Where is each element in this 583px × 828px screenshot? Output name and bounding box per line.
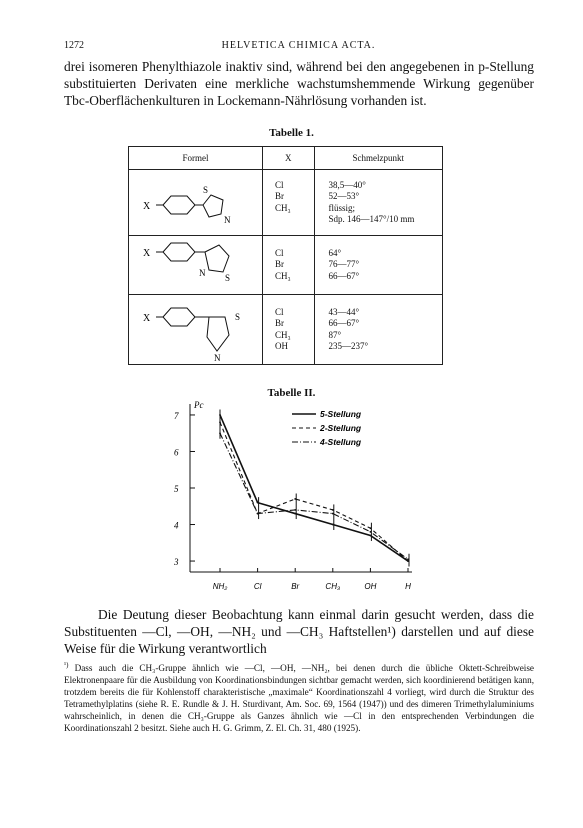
struct-n-label: N [199,268,206,278]
page-number: 1272 [64,40,84,51]
struct-s-label: S [225,273,231,283]
journal-title: HELVETICA CHIMICA ACTA. [221,40,376,51]
struct-x-label: X [143,313,151,324]
table-1 [128,146,443,365]
table-row [129,295,443,365]
melting-value: 38,5—40° [328,179,366,190]
intro-text: drei isomeren Phenylthiazole inaktiv sind, während bei den angegebenen in p-Stellung substituierten Derivaten eine merkliche wachstumshemmende Wirkung gegenüber Tbc-Oberflächenkulturen in Lockemann-Nährlösung vorhanden ist. [64,59,534,108]
y-tick-label: 7 [174,410,179,421]
x-cell [263,236,315,295]
struct-s-label: S [235,312,241,322]
y-tick-label: 5 [174,484,179,494]
table-row [129,236,443,295]
x-tick-label: CH₃ [325,582,341,591]
schmelzpunkt-cell [314,295,442,365]
melting-value: flüssig; [328,202,356,213]
schmelzpunkt-cell [314,170,442,236]
x-value: Cl [275,306,284,317]
structure-2-cell [129,236,263,295]
x-tick-label: NH₂ [212,582,228,591]
y-tick-label: 4 [174,520,179,531]
footnote [64,659,534,734]
struct-x-label: X [143,248,151,259]
melting-value: 66—67° [328,270,360,281]
x-value: Br [275,318,284,328]
struct-n-label: N [214,353,221,363]
melting-value: Sdp. 146—147°/10 mm [328,214,415,224]
x-tick-label: Cl [253,582,262,591]
schmelzpunkt-cell [314,236,442,295]
footnote-mark: ¹) [64,661,69,669]
legend-label: 4-Stellung [320,437,362,447]
page-header [64,40,533,54]
melting-value: 87° [328,329,342,340]
x-tick-label: Br [291,582,300,591]
header-formel: Formel [129,147,263,170]
legend-label: 2-Stellung [320,423,362,433]
structure-4-cell [129,295,263,365]
x-tick-label: OH [364,582,377,591]
table-row [129,170,443,236]
x-value [275,214,314,226]
x-cell [263,170,315,236]
x-value: Cl [275,247,284,258]
structure-5-cell [129,170,263,236]
structure-4-thiazole [129,295,262,364]
x-value: Cl [275,179,284,190]
structure-5-thiazole [129,170,262,235]
table-header-row [129,147,443,170]
x-cell [263,295,315,365]
x-value: Br [275,191,284,201]
melting-value: 235—237° [328,341,369,351]
x-value: Br [275,259,284,270]
melting-value: 43—44° [328,306,360,317]
header-schmelzpunkt: Schmelzpunkt [314,147,442,170]
x-value: OH [275,341,288,351]
header-x: X [263,147,315,170]
melting-value: 52—53° [328,191,360,201]
x-tick-label: H [405,582,411,591]
melting-value: 64° [328,247,342,258]
y-axis-label: Pc [194,400,204,410]
legend-label: 5-Stellung [320,409,362,419]
series-line-2 [220,422,408,561]
footnote-text: Dass auch die CH₃-Gruppe ähnlich wie —Cl, —OH, —NH₂, bei denen durch die übliche Oktett-Schreibweise Elektronenpaare für die Ausbildung von Koordinationsbindungen sichtbar gemacht werden, sich koordinierend betätigen kann, trotzdem bereits die für Kohlenstoff charakteristische „maximale“ Koordinationszahl 4 vorliegt, wird durch die Struktur des Tetramethylplatins (siehe R. E. Rundle & J. H. Sturdivant, Am. Soc. 69, 1564 (1947)) und des dimeren Trimethylaluminiums wahrscheinlich, in denen die CH₃-Gruppe als Ganzes ähnlich wie —Cl in den entsprechenden Verbindungen die Koordinationszahl 2 besitzt. Siehe auch H. G. Grimm, Z. El. Ch. 31, 480 (1925). [64,663,534,734]
x-value: CH₃ [275,202,291,213]
struct-s-label: S [203,185,209,195]
y-tick-label: 6 [174,447,179,458]
body-paragraph [64,606,534,657]
table2-title: Tabelle II. [267,387,316,399]
intro-paragraph [64,58,534,109]
x-value: CH₃ [275,270,291,281]
body-text: Die Deutung dieser Beobachtung kann einmal darin gesucht werden, dass die Substituenten —Cl, —OH, —NH₂ und —CH₃ Haftstellen¹) darstellen und auf diese Weise für die Wirkung verantwortlich [64,607,534,656]
struct-x-label: X [143,201,151,212]
x-value: CH₃ [275,329,291,340]
series-line-3 [220,433,408,559]
structure-2-thiazole [129,236,262,294]
table1-title: Tabelle 1. [269,127,314,139]
melting-value: 76—77° [328,259,360,270]
melting-value: 66—67° [328,318,360,328]
struct-n-label: N [224,215,231,225]
y-tick-label: 3 [174,557,179,568]
pc-line-chart [0,396,583,602]
